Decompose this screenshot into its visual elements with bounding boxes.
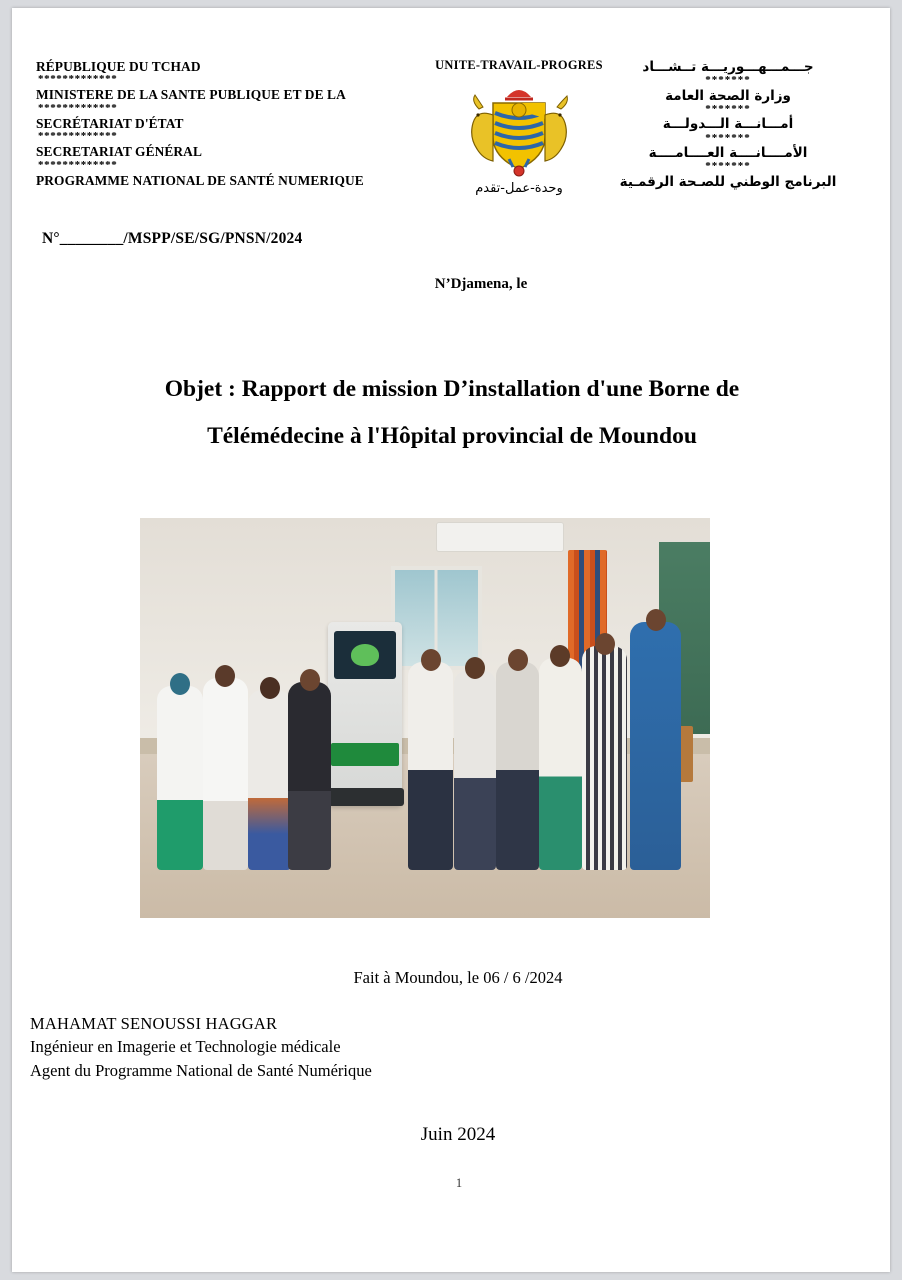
photo-person bbox=[203, 678, 249, 870]
header-left-line-5: PROGRAMME NATIONAL DE SANTÉ NUMERIQUE bbox=[36, 172, 364, 188]
kiosk-screen bbox=[334, 631, 396, 679]
header-right-block bbox=[588, 60, 868, 189]
photo-person bbox=[630, 622, 681, 870]
header-right-line-4: الأمــــانــــة العــــامــــة bbox=[648, 145, 808, 162]
photo-person bbox=[582, 646, 628, 870]
photo-person-head bbox=[508, 649, 528, 671]
fait-line: Fait à Moundou, le 06 / 6 /2024 bbox=[353, 968, 563, 987]
photo-air-conditioner bbox=[436, 522, 563, 552]
photo-person bbox=[454, 670, 497, 870]
header-left-separator-1: ************* bbox=[38, 73, 118, 86]
photo-person bbox=[496, 662, 539, 870]
chad-coat-of-arms-icon bbox=[449, 79, 589, 177]
header-right-line-1: جـــمـــهـــوريـــة تــشـــاد bbox=[642, 59, 814, 75]
kiosk-brand-band bbox=[331, 743, 399, 765]
photo-person-head bbox=[170, 673, 190, 695]
national-motto: UNITE-TRAVAIL-PROGRES bbox=[435, 58, 603, 72]
header-right-separator-4: ******* bbox=[705, 160, 751, 173]
header-right-line-2: وزارة الصحة العامة bbox=[665, 87, 791, 104]
header-left-separator-2: ************* bbox=[38, 101, 118, 114]
header-left-line-1: RÉPUBLIQUE DU TCHAD bbox=[36, 59, 201, 74]
signature-block bbox=[30, 1012, 550, 1082]
header-left-separator-4: ************* bbox=[38, 158, 118, 171]
header-left-block bbox=[36, 60, 416, 187]
national-motto-arabic: وحدة-عمل-تقدم bbox=[475, 181, 563, 196]
document-title: Objet : Rapport de mission D’installation d'une Borne de Télémédecine à l'Hôpital provincial de Moundou bbox=[164, 376, 740, 449]
photo-person-head bbox=[260, 677, 280, 699]
header-right-line-3: أمـــانـــة الـــدولـــة bbox=[662, 116, 794, 133]
header-right-separator-3: ******* bbox=[705, 131, 751, 144]
photo-person bbox=[288, 682, 331, 870]
photo-person bbox=[539, 658, 582, 870]
header-left-line-4: SECRETARIAT GÉNÉRAL bbox=[36, 144, 202, 160]
reference-number: N°________/MSPP/SE/SG/PNSN/2024 bbox=[42, 230, 303, 247]
signature-name: MAHAMAT SENOUSSI HAGGAR bbox=[30, 1014, 278, 1033]
photo-person bbox=[157, 686, 203, 870]
document-page bbox=[12, 8, 890, 1272]
signature-affiliation: Agent du Programme National de Santé Numérique bbox=[30, 1060, 372, 1080]
signature-role: Ingénieur en Imagerie et Technologie médicale bbox=[30, 1037, 341, 1057]
photo-person-head bbox=[465, 657, 485, 679]
page-number: 1 bbox=[455, 1176, 463, 1190]
kiosk-base bbox=[327, 788, 404, 806]
photo-person bbox=[248, 690, 291, 870]
photo-person-head bbox=[595, 633, 615, 655]
photo-person-head bbox=[646, 609, 666, 631]
header-left-separator-3: ************* bbox=[38, 130, 118, 143]
header-left-line-3: SECRÉTARIAT D'ÉTAT bbox=[36, 115, 184, 131]
photo-person-head bbox=[215, 665, 235, 687]
photo-person bbox=[408, 662, 454, 870]
header-left-line-2: MINISTERE DE LA SANTE PUBLIQUE ET DE LA bbox=[36, 87, 346, 103]
document-month: Juin 2024 bbox=[420, 1124, 496, 1145]
header-right-separator-1: ******* bbox=[705, 74, 751, 87]
header-right-line-5: البرنامج الوطني للصـحة الرقمـية bbox=[619, 173, 837, 190]
installation-photo bbox=[140, 518, 710, 918]
photo-person-head bbox=[421, 649, 441, 671]
place-date-line: N’Djamena, le bbox=[434, 276, 528, 292]
photo-person-head bbox=[300, 669, 320, 691]
photo-person-head bbox=[550, 645, 570, 667]
header-right-separator-2: ******* bbox=[705, 102, 751, 115]
telemedicine-kiosk bbox=[328, 622, 402, 806]
